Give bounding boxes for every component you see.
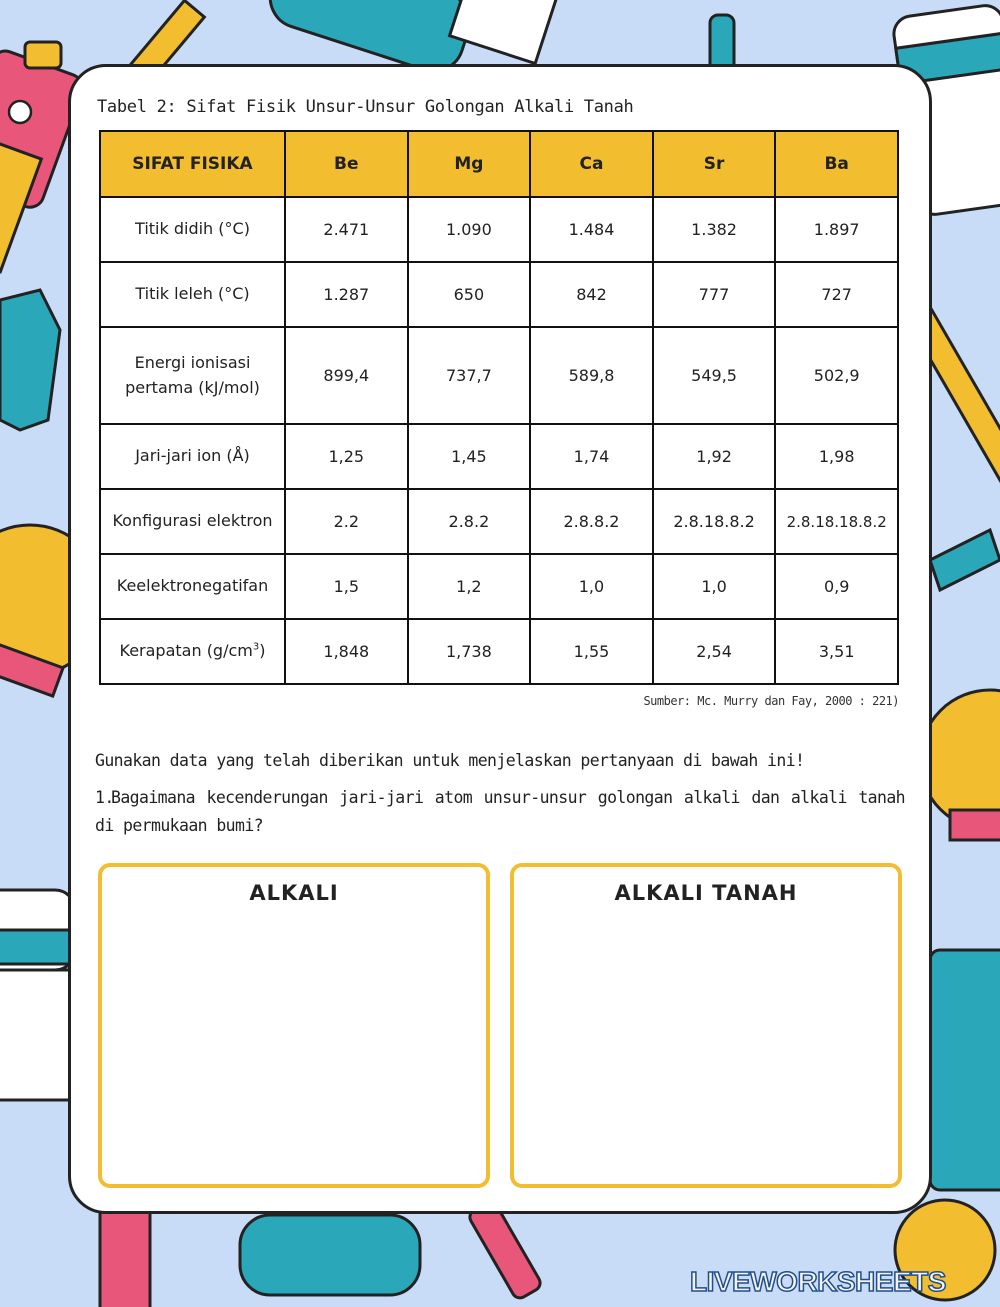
table-cell: 1,0 [653,554,776,619]
table-cell: 0,9 [775,554,898,619]
property-name [100,619,285,684]
property-name: Konfigurasi elektron [100,489,285,554]
table-header-cell: SIFAT FISIKA [100,131,285,197]
table-cell: 1.897 [775,197,898,262]
property-name [100,327,285,424]
lightbulb-right-icon [920,690,1000,840]
table-row [100,489,898,554]
properties-table [99,130,899,685]
property-name-line2: pertama (kJ/mol) [125,377,260,397]
table-row [100,554,898,619]
answer-input-alkali[interactable] [112,923,476,1174]
table-cell: 2.2 [285,489,408,554]
table-header-cell: Be [285,131,408,197]
property-name: Titik didih (°C) [100,197,285,262]
dropper-icon [467,1199,543,1301]
table-row [100,619,898,684]
tube-bottom-icon [100,1200,150,1307]
table-cell: 2.8.8.2 [530,489,653,554]
table-cell: 1.287 [285,262,408,327]
answer-box-alkali [98,863,490,1188]
property-name: Titik leleh (°C) [100,262,285,327]
table-cell: 1,55 [530,619,653,684]
table-row [100,327,898,424]
glove-icon [0,290,60,430]
property-name: Jari-jari ion (Å) [100,424,285,489]
table-cell: 589,8 [530,327,653,424]
answer-box-alkali-tanah [510,863,902,1188]
table-title: Tabel 2: Sifat Fisik Unsur-Unsur Golongan Alkali Tanah [97,97,634,117]
goggles-icon [240,1215,420,1295]
table-cell: 2,54 [653,619,776,684]
table-header-cell: Ba [775,131,898,197]
table-cell: 899,4 [285,327,408,424]
table-cell: 737,7 [408,327,531,424]
table-cell: 842 [530,262,653,327]
question-text: Bagaimana kecenderungan jari-jari atom unsur-unsur golongan alkali dan alkali tanah di permukaan bumi? [95,788,905,836]
beaker-icon [930,950,1000,1190]
table-cell: 727 [775,262,898,327]
table-cell: 2.8.2 [408,489,531,554]
table-cell: 3,51 [775,619,898,684]
table-cell: 2.8.18.18.8.2 [775,489,898,554]
table-cell: 2.471 [285,197,408,262]
table-header-cell: Ca [530,131,653,197]
lid-icon [0,890,75,1100]
table-row [100,197,898,262]
table-cell: 1,45 [408,424,531,489]
table-cell: 1,98 [775,424,898,489]
table-header-row [100,131,898,197]
property-name-line1: Energi ionisasi [134,352,251,372]
question-number: 1. [95,788,114,807]
table-row [100,424,898,489]
table-cell: 1,92 [653,424,776,489]
table-header-cell: Mg [408,131,531,197]
table-header-cell: Sr [653,131,776,197]
property-name-superscript: 3 [252,641,260,653]
table-cell: 1,25 [285,424,408,489]
table-cell: 2.8.18.8.2 [653,489,776,554]
table-cell: 1,5 [285,554,408,619]
property-name-text: Kerapatan (g/cm [119,641,253,661]
question-1 [95,784,905,840]
table-cell: 1,2 [408,554,531,619]
property-name-end: ) [259,641,266,661]
table-cell: 502,9 [775,327,898,424]
answer-box-label: ALKALI [249,881,339,905]
table-cell: 1.382 [653,197,776,262]
table-cell: 1.090 [408,197,531,262]
liveworksheets-logo[interactable]: LIVEWORKSHEETS [690,1266,946,1297]
table-cell: 1.484 [530,197,653,262]
table-cell: 549,5 [653,327,776,424]
table-cell: 1,738 [408,619,531,684]
table-row [100,262,898,327]
answer-input-alkali-tanah[interactable] [524,923,888,1174]
clip-icon [930,530,1000,590]
property-name: Keelektronegatifan [100,554,285,619]
table-cell: 777 [653,262,776,327]
instruction-text: Gunakan data yang telah diberikan untuk menjelaskan pertanyaan di bawah ini! [95,751,805,770]
table-cell: 1,0 [530,554,653,619]
table-cell: 650 [408,262,531,327]
answer-box-label: ALKALI TANAH [614,881,798,905]
table-cell: 1,74 [530,424,653,489]
table-source: Sumber: Mc. Murry dan Fay, 2000 : 221) [643,694,899,708]
table-cell: 1,848 [285,619,408,684]
